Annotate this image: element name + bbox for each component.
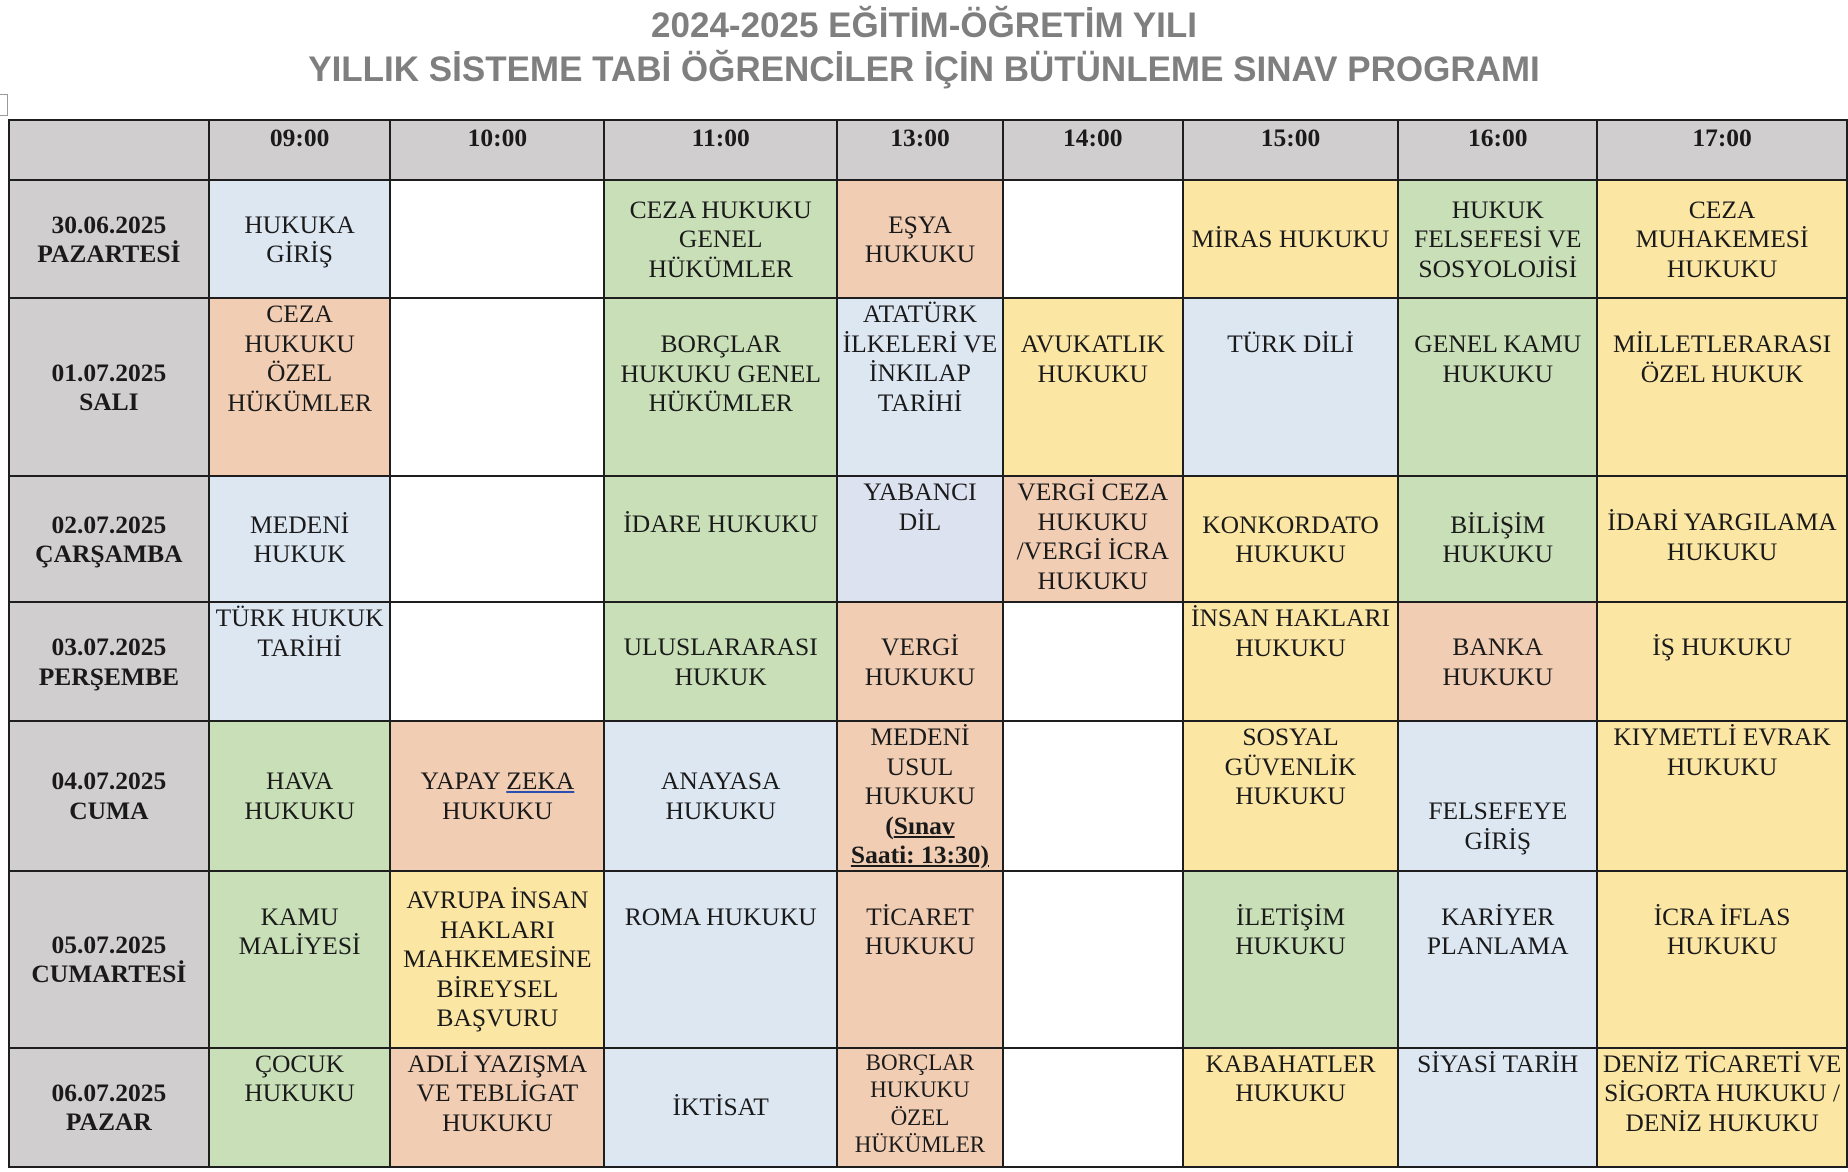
exam-cell: MİRAS HUKUKU bbox=[1183, 180, 1399, 298]
empty-cell bbox=[390, 180, 604, 298]
time-header: 16:00 bbox=[1398, 120, 1597, 180]
time-header: 10:00 bbox=[390, 120, 604, 180]
time-header: 09:00 bbox=[209, 120, 391, 180]
exam-cell: CEZA HUKUKU ÖZEL HÜKÜMLER bbox=[209, 298, 391, 476]
day-row bbox=[9, 871, 1847, 1048]
exam-cell: DENİZ TİCARETİ VE SİGORTA HUKUKU / DENİZ HUKUKU bbox=[1597, 1048, 1847, 1167]
empty-cell bbox=[1003, 871, 1183, 1048]
day-row bbox=[9, 476, 1847, 602]
exam-cell: İCRA İFLAS HUKUKU bbox=[1597, 871, 1847, 1048]
day-date: 01.07.2025 bbox=[51, 357, 167, 387]
exam-cell: İDARE HUKUKU bbox=[604, 476, 837, 602]
table-move-handle[interactable] bbox=[0, 94, 8, 116]
empty-cell bbox=[1003, 602, 1183, 721]
empty-cell bbox=[1003, 721, 1183, 871]
exam-cell: KABAHATLER HUKUKU bbox=[1183, 1048, 1399, 1167]
time-header: 14:00 bbox=[1003, 120, 1183, 180]
exam-cell: ATATÜRK İLKELERİ VE İNKILAP TARİHİ bbox=[837, 298, 1003, 476]
day-date: 04.07.2025 bbox=[51, 766, 167, 796]
exam-cell: CEZA MUHAKEMESİ HUKUKU bbox=[1597, 180, 1847, 298]
empty-cell bbox=[390, 476, 604, 602]
day-name: PAZARTESİ bbox=[37, 239, 181, 268]
exam-cell: AVUKATLIK HUKUKU bbox=[1003, 298, 1183, 476]
time-header: 11:00 bbox=[604, 120, 837, 180]
day-name: SALI bbox=[79, 387, 139, 416]
exam-cell: VERGİ CEZA HUKUKU /VERGİ İCRA HUKUKU bbox=[1003, 476, 1183, 602]
exam-cell: ANAYASA HUKUKU bbox=[604, 721, 837, 871]
exam-cell: ROMA HUKUKU bbox=[604, 871, 837, 1048]
exam-cell: KONKORDATO HUKUKU bbox=[1183, 476, 1399, 602]
day-name: CUMA bbox=[69, 795, 149, 825]
day-name: PAZAR bbox=[65, 1107, 152, 1136]
exam-cell: ULUSLARARASI HUKUK bbox=[604, 602, 837, 721]
time-header: 17:00 bbox=[1597, 120, 1847, 180]
day-name: CUMARTESİ bbox=[31, 959, 187, 988]
exam-schedule-table bbox=[8, 119, 1848, 1168]
cell-text-underlined: ZEKA bbox=[506, 766, 575, 796]
title-line-1: 2024-2025 EĞİTİM-ÖĞRETİM YILI bbox=[651, 6, 1197, 45]
day-name: PERŞEMBE bbox=[38, 661, 179, 691]
exam-cell: KARİYER PLANLAMA bbox=[1398, 871, 1597, 1048]
day-name: ÇARŞAMBA bbox=[35, 539, 183, 568]
day-label-cell bbox=[9, 180, 209, 298]
empty-cell bbox=[1003, 1048, 1183, 1167]
exam-cell: BANKA HUKUKU bbox=[1398, 602, 1597, 721]
header-row bbox=[9, 120, 1847, 180]
corner-cell bbox=[9, 120, 209, 180]
exam-time-note: (Sınav Saati: 13:30) bbox=[850, 810, 989, 869]
day-date: 06.07.2025 bbox=[51, 1077, 167, 1107]
exam-cell: İLETİŞİM HUKUKU bbox=[1183, 871, 1399, 1048]
exam-cell: SOSYAL GÜVENLİK HUKUKU bbox=[1183, 721, 1399, 871]
exam-cell: FELSEFEYE GİRİŞ bbox=[1398, 721, 1597, 871]
exam-cell: TÜRK HUKUK TARİHİ bbox=[209, 602, 391, 721]
exam-cell bbox=[390, 721, 604, 871]
exam-cell: ADLİ YAZIŞMA VE TEBLİGAT HUKUKU bbox=[390, 1048, 604, 1167]
empty-cell bbox=[390, 298, 604, 476]
day-date: 03.07.2025 bbox=[51, 632, 167, 661]
day-row bbox=[9, 721, 1847, 871]
exam-cell: İDARİ YARGILAMA HUKUKU bbox=[1597, 476, 1847, 602]
day-label-cell bbox=[9, 602, 209, 721]
empty-cell bbox=[1003, 180, 1183, 298]
exam-cell: TİCARET HUKUKU bbox=[837, 871, 1003, 1048]
exam-cell: ÇOCUK HUKUKU bbox=[209, 1048, 391, 1167]
exam-cell: TÜRK DİLİ bbox=[1183, 298, 1399, 476]
day-label-cell bbox=[9, 871, 209, 1048]
exam-cell: HUKUKA GİRİŞ bbox=[209, 180, 391, 298]
day-date: 02.07.2025 bbox=[51, 509, 167, 539]
exam-cell: AVRUPA İNSAN HAKLARI MAHKEMESİNE BİREYSEL BAŞVURU bbox=[390, 871, 604, 1048]
day-row bbox=[9, 298, 1847, 476]
day-label-cell bbox=[9, 476, 209, 602]
day-row bbox=[9, 180, 1847, 298]
time-header: 13:00 bbox=[837, 120, 1003, 180]
day-date: 05.07.2025 bbox=[51, 929, 167, 959]
exam-cell: BORÇLAR HUKUKU ÖZEL HÜKÜMLER bbox=[837, 1048, 1003, 1167]
exam-cell: İŞ HUKUKU bbox=[1597, 602, 1847, 721]
cell-text: MEDENİ USUL HUKUKU bbox=[864, 722, 976, 810]
exam-cell: KAMU MALİYESİ bbox=[209, 871, 391, 1048]
exam-cell: VERGİ HUKUKU bbox=[837, 602, 1003, 721]
day-row bbox=[9, 1048, 1847, 1167]
exam-cell bbox=[837, 721, 1003, 871]
day-row bbox=[9, 602, 1847, 721]
exam-cell: MİLLETLERARASI ÖZEL HUKUK bbox=[1597, 298, 1847, 476]
cell-text: YAPAY bbox=[420, 766, 507, 796]
exam-cell: EŞYA HUKUKU bbox=[837, 180, 1003, 298]
exam-cell: GENEL KAMU HUKUKU bbox=[1398, 298, 1597, 476]
cell-text: HUKUKU bbox=[442, 795, 553, 825]
day-label-cell bbox=[9, 298, 209, 476]
exam-cell: HAVA HUKUKU bbox=[209, 721, 391, 871]
exam-cell: MEDENİ HUKUK bbox=[209, 476, 391, 602]
exam-cell: İKTİSAT bbox=[604, 1048, 837, 1167]
time-header: 15:00 bbox=[1183, 120, 1399, 180]
exam-cell: CEZA HUKUKU GENEL HÜKÜMLER bbox=[604, 180, 837, 298]
exam-cell: KIYMETLİ EVRAK HUKUKU bbox=[1597, 721, 1847, 871]
day-label-cell bbox=[9, 1048, 209, 1167]
title-line-2: YILLIK SİSTEME TABİ ÖĞRENCİLER İÇİN BÜTÜNLEME SINAV PROGRAMI bbox=[308, 50, 1540, 89]
exam-cell: BİLİŞİM HUKUKU bbox=[1398, 476, 1597, 602]
day-date: 30.06.2025 bbox=[51, 209, 167, 239]
exam-cell: SİYASİ TARİH bbox=[1398, 1048, 1597, 1167]
exam-cell: BORÇLAR HUKUKU GENEL HÜKÜMLER bbox=[604, 298, 837, 476]
exam-cell: YABANCI DİL bbox=[837, 476, 1003, 602]
day-label-cell bbox=[9, 721, 209, 871]
empty-cell bbox=[390, 602, 604, 721]
exam-cell: HUKUK FELSEFESİ VE SOSYOLOJİSİ bbox=[1398, 180, 1597, 298]
exam-cell: İNSAN HAKLARI HUKUKU bbox=[1183, 602, 1399, 721]
